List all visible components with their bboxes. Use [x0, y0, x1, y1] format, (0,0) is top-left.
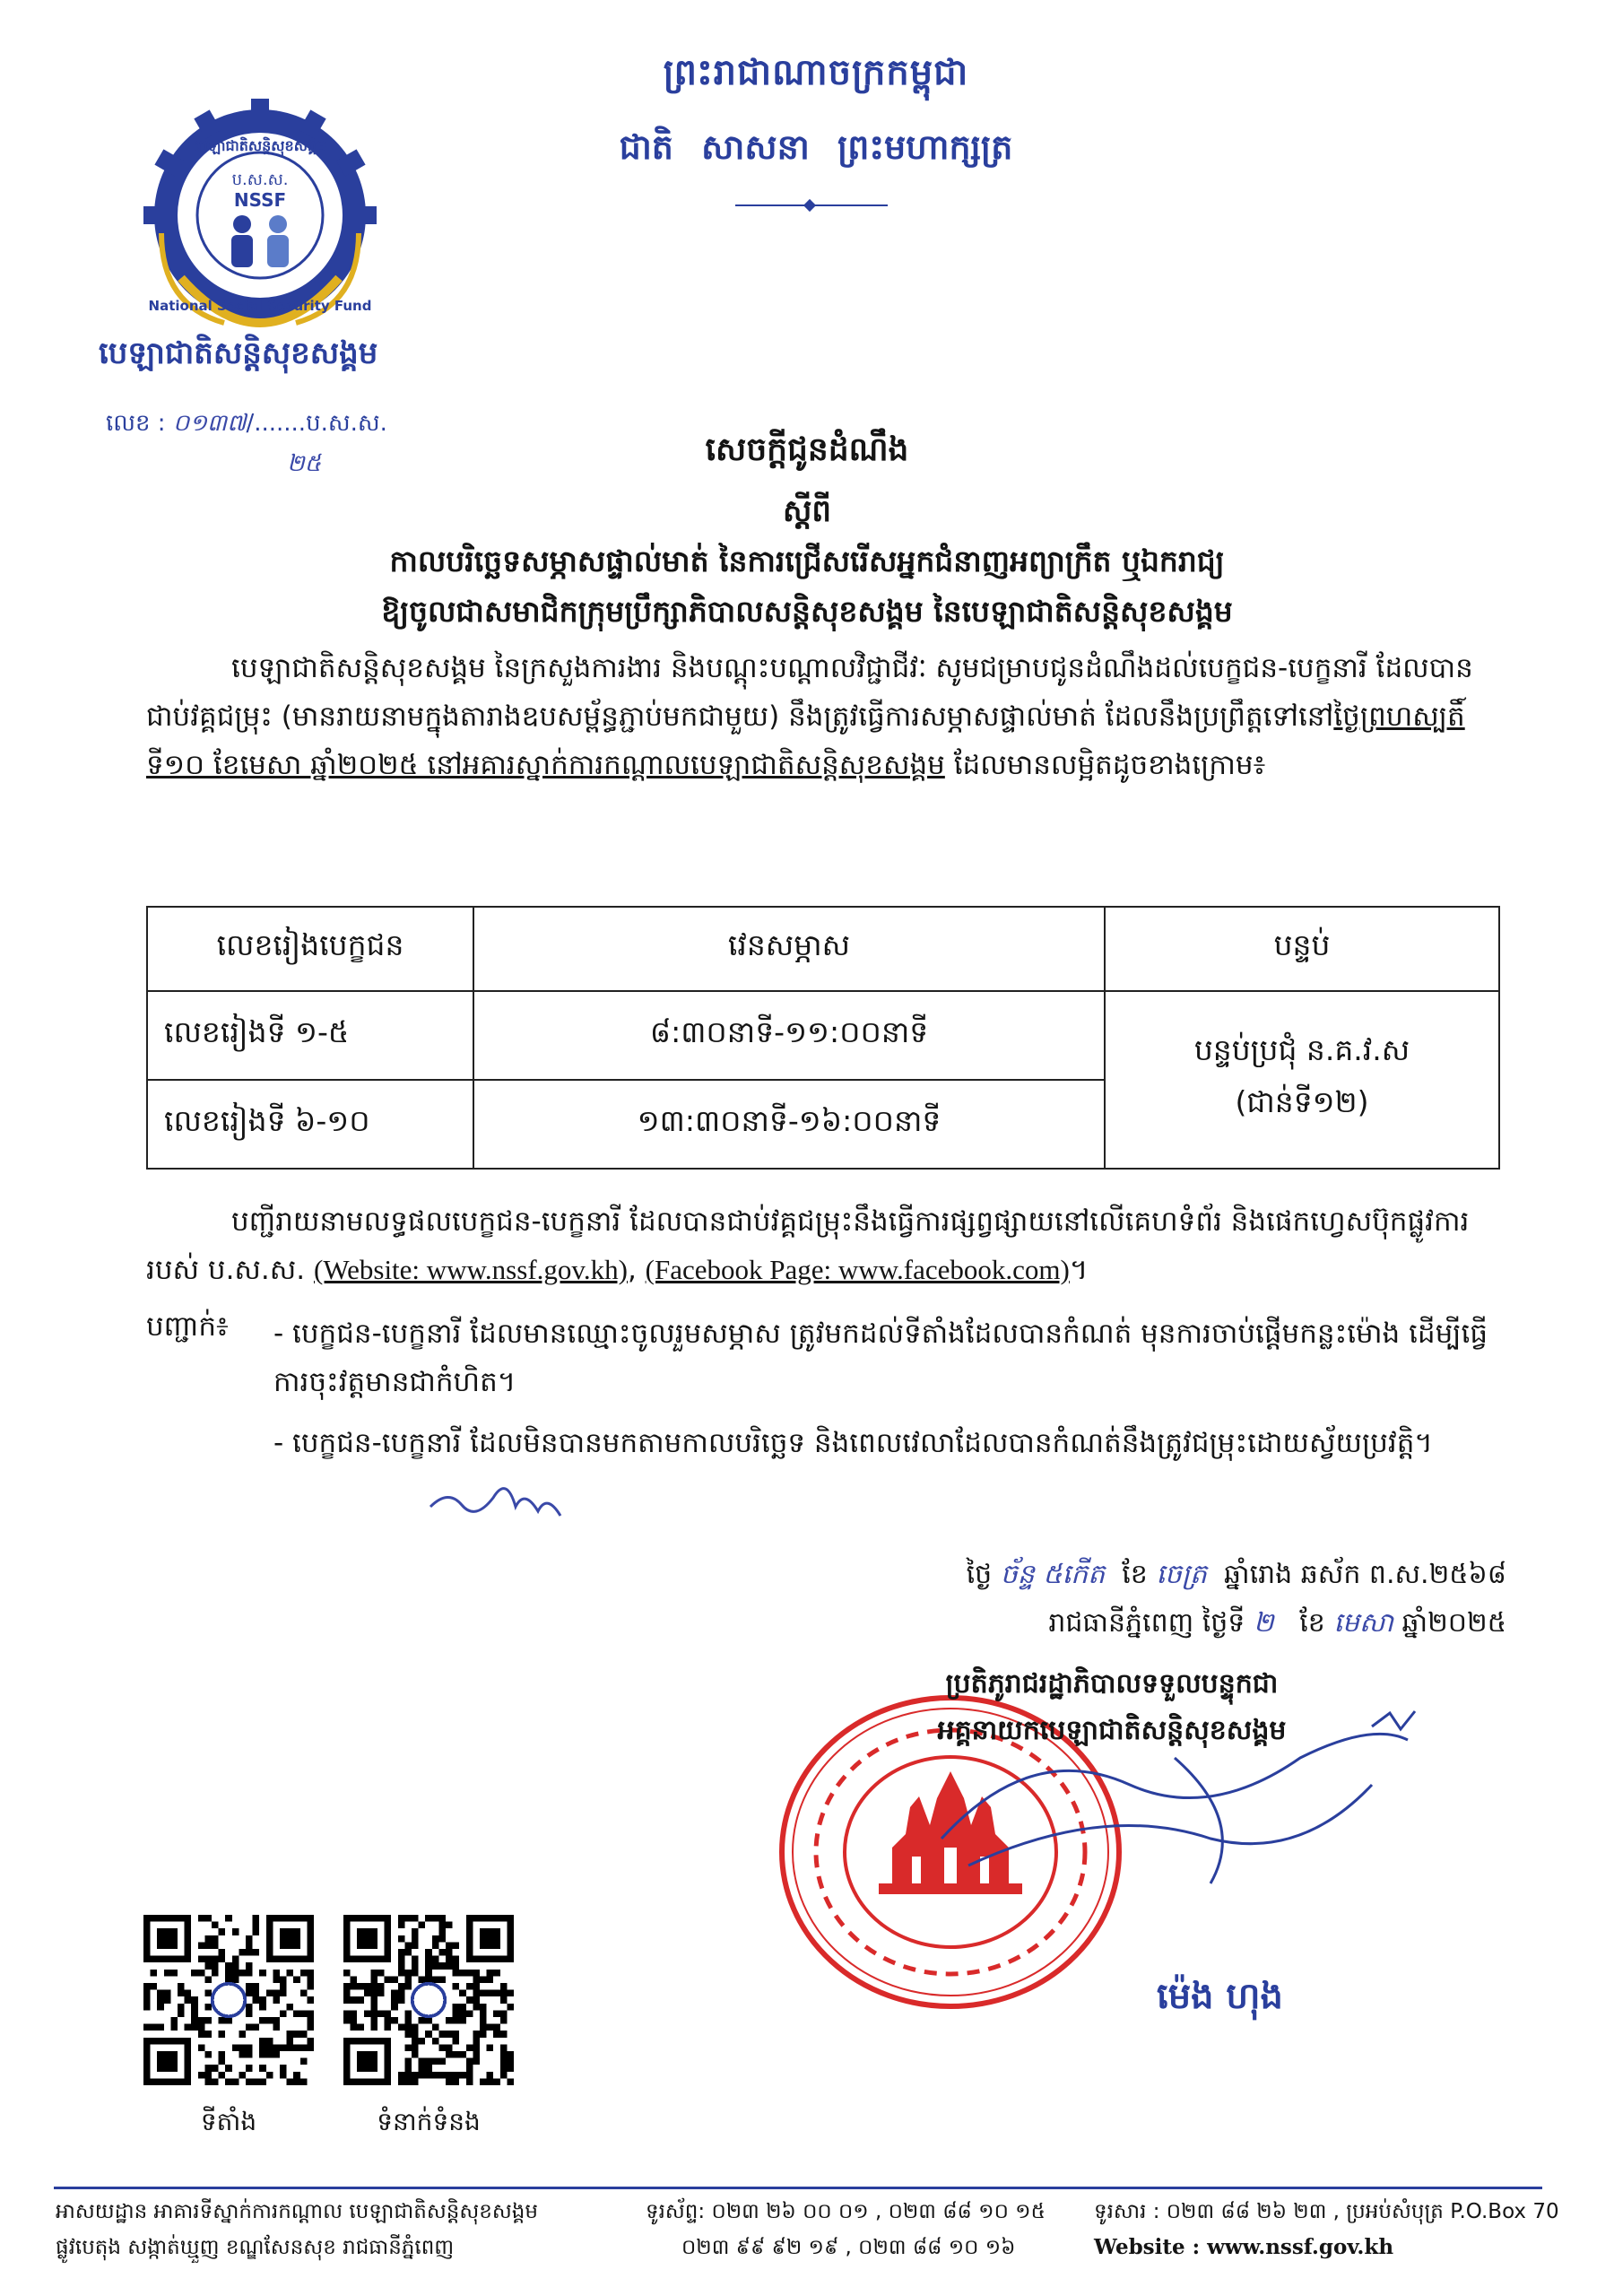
- results-sep: ,: [627, 1254, 646, 1286]
- lunar-date: [735, 1557, 1506, 1596]
- facebook-link[interactable]: (Facebook Page: www.facebook.com): [645, 1254, 1070, 1285]
- signatory-title-line2: អគ្គនាយកបេឡាជាតិសន្តិសុខសង្គម: [937, 1715, 1287, 1746]
- contact-qr-code[interactable]: [343, 1915, 514, 2085]
- footer-website[interactable]: Website : www.nssf.gov.kh: [1094, 2235, 1394, 2259]
- ref-suffix: /.......ប.ស.ស.: [246, 410, 387, 437]
- motto-divider: [735, 204, 888, 206]
- logo-text: National Social Security Fund: [148, 298, 372, 314]
- interview-schedule-table: [146, 906, 1500, 1170]
- lunar-month: ចេត្រ: [1156, 1559, 1207, 1590]
- lunar-year: ឆ្នាំរោង ឆស័ក ព.ស.២៥៦៨: [1224, 1559, 1506, 1590]
- lunar-date-prefix: ថ្ងៃ: [966, 1559, 993, 1590]
- table-cell-time: ៨:៣០នាទី-១១:០០នាទី: [473, 991, 1105, 1080]
- ref-year: ២៥: [287, 450, 322, 477]
- notes-label: បញ្ជាក់៖: [146, 1310, 229, 1343]
- footer-phone-line1: ទូរស័ព្ទ: ០២៣ ២៦ ០០ ០១ , ០២៣ ៨៨ ១០ ១៥: [646, 2200, 1046, 2223]
- note-item: - បេក្ខជន-បេក្ខនារី ដែលមានឈ្មោះចូលរួមសម្ភាស ត្រូវមកដល់ទីតាំងដែលបានកំណត់ មុនការចាប់ផ្តើមកន្លះម៉ោង ដើម្បីធ្វើការចុះវត្តមានជាកំហិត។: [273, 1318, 1488, 1398]
- solar-month-label: ខែ: [1299, 1607, 1325, 1639]
- ref-label: លេខ :: [106, 410, 166, 437]
- national-motto: ជាតិ សាសនា ព្រះមហាក្សត្រ: [619, 127, 1013, 167]
- solar-day: ២: [1253, 1607, 1274, 1639]
- logo-abbr: ប.ស.ស.: [231, 170, 289, 189]
- signatory-title-line1: ប្រតិភូរាជរដ្ឋាភិបាលទទួលបន្ទុកជា: [945, 1668, 1279, 1700]
- table-header-candidate-no: លេខរៀងបេក្ខជន: [147, 907, 473, 991]
- location-qr-code[interactable]: [143, 1915, 314, 2085]
- lunar-month-label: ខែ: [1122, 1559, 1148, 1590]
- ref-number: ០១៣៧: [172, 410, 247, 437]
- initial-scribble: [426, 1471, 569, 1525]
- table-cell-candidate-no: លេខរៀងទី ១-៥: [147, 991, 473, 1080]
- logo-abbr-en: NSSF: [233, 189, 287, 211]
- solar-date-prefix: រាជធានីភ្នំពេញ ថ្ងៃទី: [1048, 1607, 1245, 1639]
- footer-address-line2: ផ្លូវបេតុង សង្កាត់ឃ្មួញ ខណ្ឌសែនសុខ រាជធានីភ្នំពេញ: [56, 2236, 455, 2259]
- table-cell-room: [1105, 991, 1499, 1169]
- results-text: បញ្ជីរាយនាមលទ្ធផលបេក្ខជន-បេក្ខនារី ដែលបានជាប់វគ្គជម្រុះនឹងធ្វើការផ្សព្វផ្សាយនៅលើគេហទំព័រ និងផេកហ្វេសប៊ុកផ្លូវការរបស់ ប.ស.ស.: [146, 1205, 1470, 1286]
- footer-divider: [54, 2187, 1542, 2189]
- website-link[interactable]: (Website: www.nssf.gov.kh): [314, 1254, 628, 1285]
- signatory-name: ម៉េង ហុង: [1157, 1976, 1283, 2017]
- solar-month: មេសា: [1333, 1607, 1393, 1639]
- org-name: បេឡាជាតិសន្តិសុខសង្គម: [99, 335, 378, 371]
- footer-address-line1: អាសយដ្ឋាន អាគារទីស្នាក់ការកណ្តាល បេឡាជាតិសន្តិសុខសង្គម: [56, 2200, 538, 2223]
- room-floor: (ជាន់ទី១២): [1235, 1084, 1369, 1119]
- qr-label-location: ទីតាំង: [200, 2107, 257, 2136]
- table-cell-time: ១៣:៣០នាទី-១៦:០០នាទី: [473, 1080, 1105, 1169]
- intro-paragraph: [146, 644, 1500, 789]
- room-name: បន្ទប់ប្រជុំ ន.គ.វ.ស: [1193, 1032, 1410, 1067]
- table-header-room: បន្ទប់: [1105, 907, 1499, 991]
- table-header-row: [147, 907, 1499, 991]
- footer-fax: ទូរសារ : ០២៣ ៨៨ ២៦ ២៣ , ប្រអប់សំបុត្រ P.O.Box 70: [1094, 2200, 1559, 2223]
- kingdom-heading: ព្រះរាជាណាចក្រកម្ពុជា: [663, 52, 969, 93]
- lunar-day: ច័ន្ទ ៥កើត: [1000, 1559, 1106, 1590]
- results-end: ។: [1069, 1254, 1089, 1286]
- logo-top-text: បេឡាជាតិសន្តិសុខសង្គម: [194, 137, 326, 154]
- document-subject-line2: ឱ្យចូលជាសមាជិកក្រុមប្រឹក្សាភិបាលសន្តិសុខសង្គម នៃបេឡាជាតិសន្តិសុខសង្គម: [381, 594, 1233, 629]
- nssf-logo: [126, 99, 395, 341]
- note-item: - បេក្ខជន-បេក្ខនារី ដែលមិនបានមកតាមកាលបរិច្ឆេទ និងពេលវេលាដែលបានកំណត់នឹងត្រូវជម្រុះដោយស្វ័យប្រវត្តិ។: [273, 1427, 1433, 1459]
- footer-phone-line2: ០២៣ ៩៩ ៩២ ១៩ , ០២៣ ៨៨ ១០ ១៦: [681, 2236, 1016, 2259]
- qr-label-contact: ទំនាក់ទំនង: [377, 2107, 481, 2136]
- results-paragraph: [146, 1197, 1500, 1294]
- intro-text: បេឡាជាតិសន្តិសុខសង្គម នៃក្រសួងការងារ និងបណ្តុះបណ្តាលវិជ្ជាជីវៈ សូមជម្រាបជូនដំណឹងដល់បេក្ខជន-បេក្ខនារី ដែលបានជាប់វគ្គជម្រុះ (មានរាយនាមក្នុងតារាងឧបសម្ព័ន្ធភ្ជាប់មកជាមួយ) នឹងត្រូវធ្វើការសម្ភាសផ្ទាល់មាត់ ដែលនឹងប្រព្រឹត្តទៅនៅ: [146, 652, 1473, 733]
- document-about: ស្តីពី: [783, 493, 831, 529]
- solar-year: ឆ្នាំ២០២៥: [1401, 1607, 1506, 1639]
- intro-text-end: ដែលមានលម្អិតដូចខាងក្រោម៖: [944, 749, 1266, 781]
- document-heading: សេចក្តីជូនដំណឹង: [705, 431, 909, 468]
- document-subject-line1: កាលបរិច្ឆេទសម្ភាសផ្ទាល់មាត់ នៃការជ្រើសរើសអ្នកជំនាញអព្យាក្រឹត ឬឯករាជ្យ: [389, 544, 1225, 578]
- solar-date: [735, 1605, 1506, 1645]
- interview-date-location: ថ្ងៃព្រហស្បតិ៍ ទី១០ ខែមេសា ឆ្នាំ២០២៥ នៅអគារស្នាក់ការកណ្តាលបេឡាជាតិសន្តិសុខសង្គម: [146, 700, 1465, 781]
- handwritten-signature: [834, 1704, 1444, 1892]
- table-header-interview-time: វេនសម្ភាស: [473, 907, 1105, 991]
- table-row: [147, 991, 1499, 1080]
- table-cell-candidate-no: លេខរៀងទី ៦-១០: [147, 1080, 473, 1169]
